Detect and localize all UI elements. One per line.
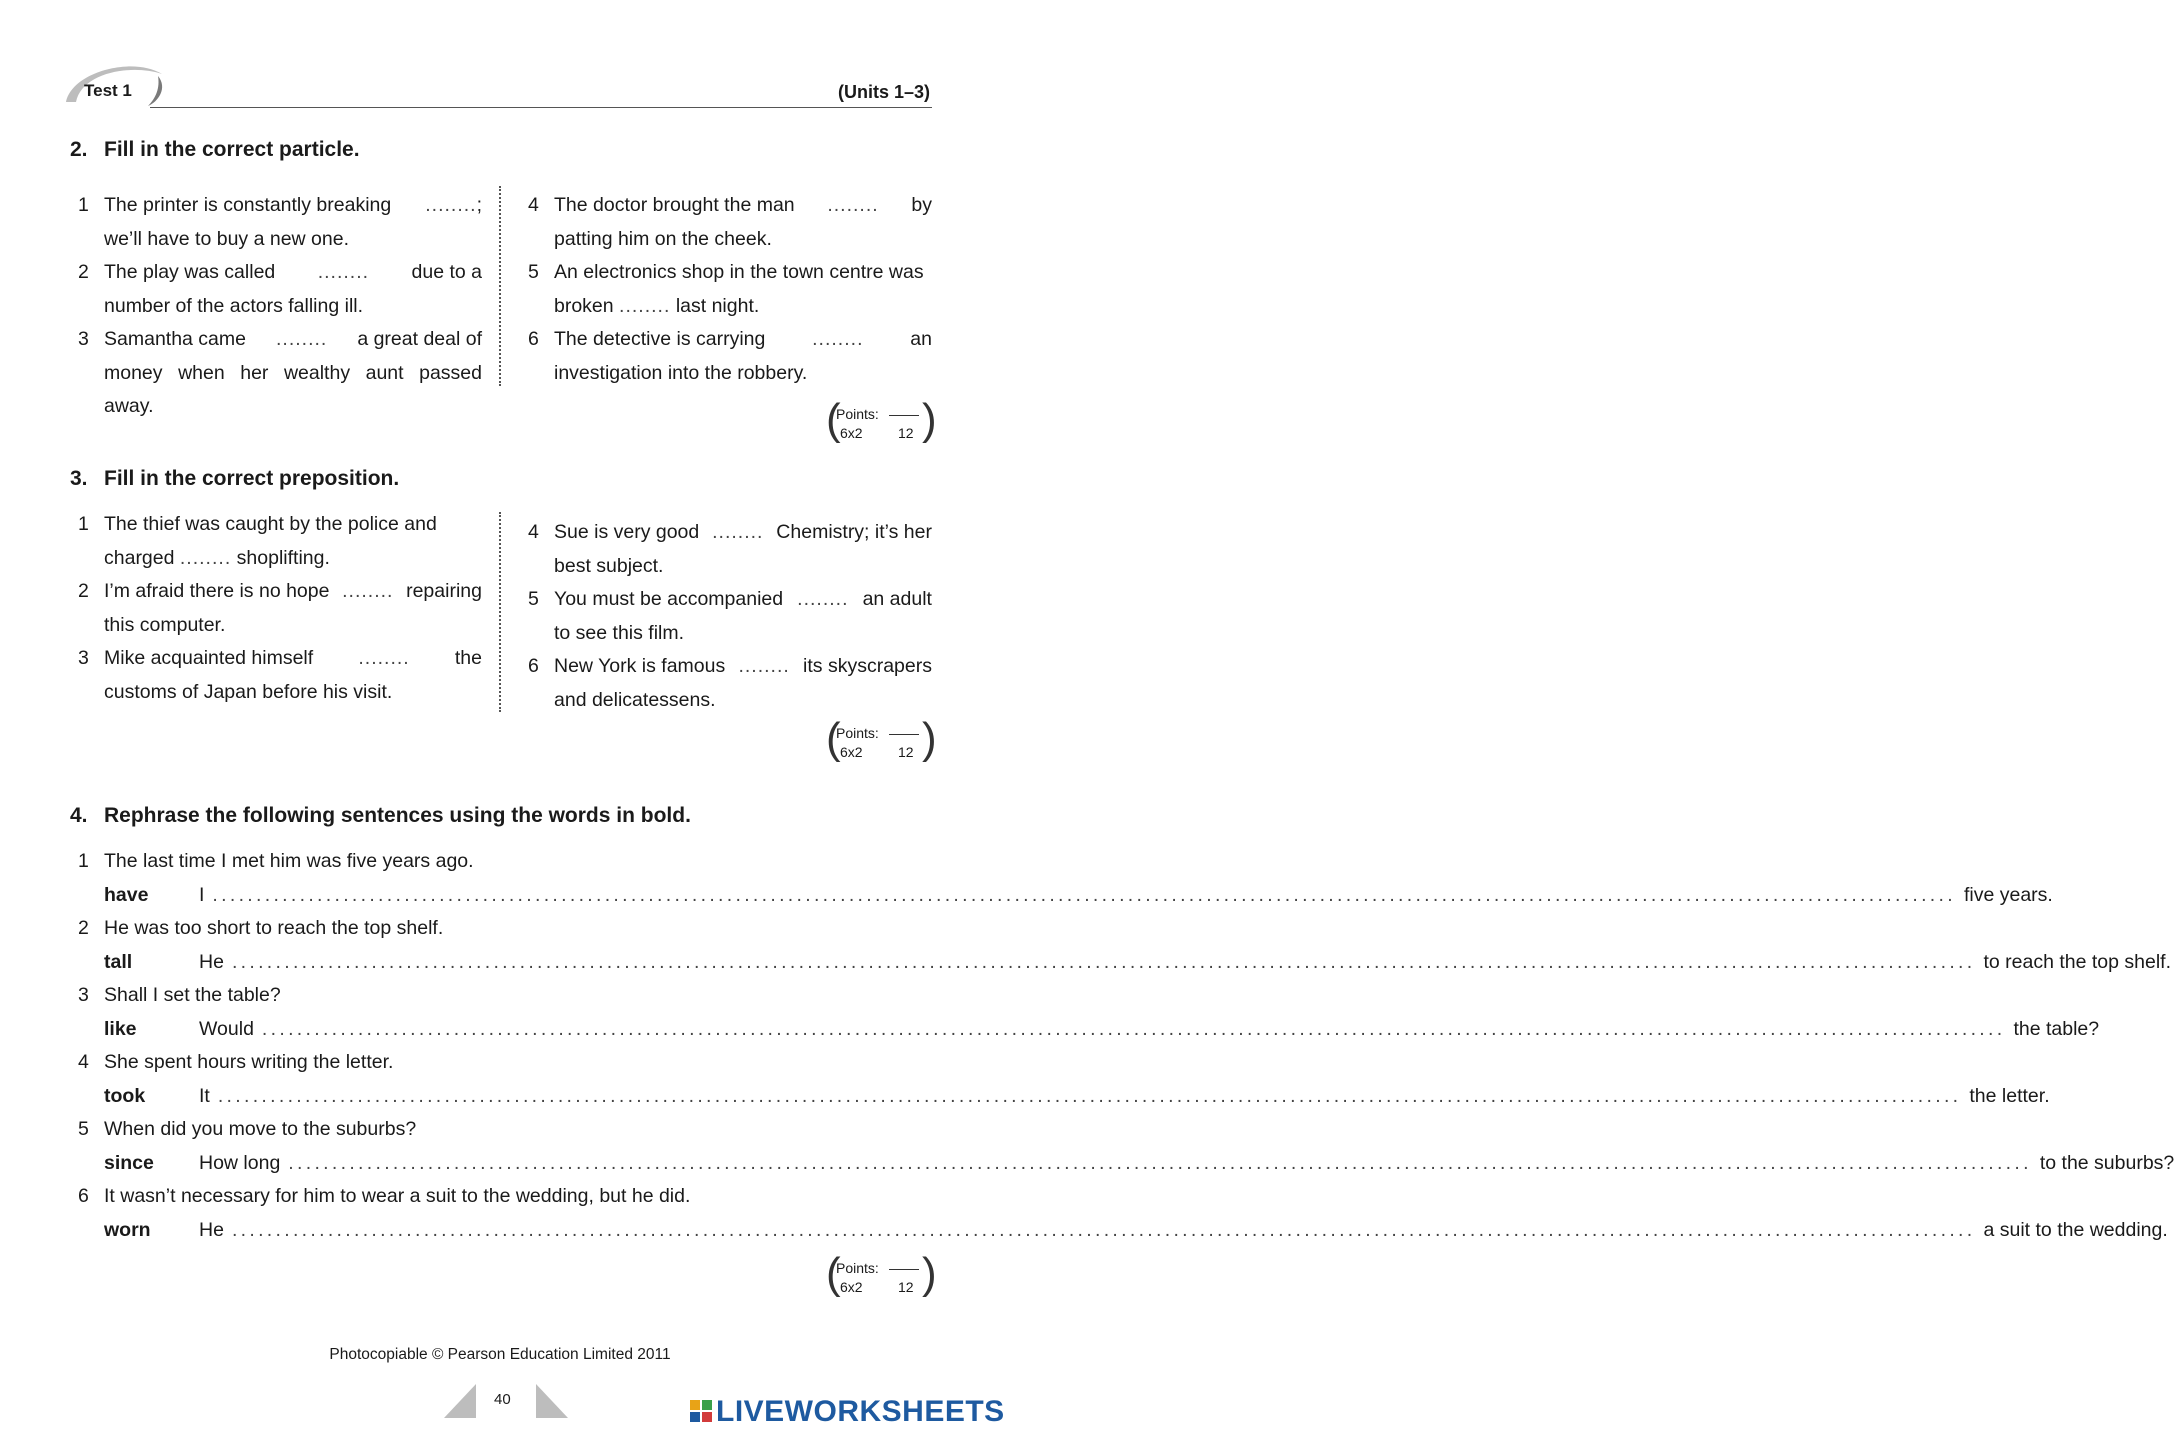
key-word: worn (104, 1218, 151, 1241)
section-3-right-column (520, 516, 932, 717)
item-number: 2 (78, 580, 89, 602)
item-text: investigation into the robbery. (554, 361, 808, 384)
answer-gap[interactable]: ........................................................................................................................................................................................................ (231, 950, 1976, 973)
copyright-footer: Photocopiable © Pearson Education Limited 2011 (329, 1346, 671, 1363)
section-number: 4. (70, 804, 88, 827)
answer-end: the table? (2013, 1017, 2100, 1040)
item-text: by (911, 194, 932, 216)
item-text: an adult (862, 588, 932, 610)
section-2-right-column (520, 189, 932, 390)
section-3-title (70, 467, 399, 491)
answer-end: to the suburbs? (2039, 1151, 2174, 1174)
answer-gap[interactable]: ........ (797, 588, 849, 610)
item-text: and delicatessens. (554, 688, 716, 711)
answer-start: Would (199, 1017, 254, 1040)
points-total: 12 (898, 1279, 914, 1295)
item-text: money when her wealthy aunt passed away. (104, 361, 482, 417)
answer-gap[interactable]: ........ (712, 521, 764, 543)
key-word: like (104, 1017, 137, 1040)
item-text: Sue is very good (554, 521, 700, 543)
exercise-item (520, 323, 932, 390)
item-text: Samantha came (104, 328, 246, 350)
test-label: Test 1 (84, 81, 132, 100)
units-label: (Units 1–3) (837, 82, 930, 102)
item-text: The play was called (104, 261, 276, 283)
paren-right: ) (922, 714, 937, 763)
points-label: Points: (836, 725, 879, 741)
item-number: 6 (528, 328, 539, 350)
exercise-item (520, 650, 932, 717)
item-text: You must be accompanied (554, 588, 784, 610)
item-text: The thief was caught by the police and (104, 513, 437, 535)
fraction-bar (889, 1269, 919, 1270)
section-2-title (70, 138, 360, 162)
section-number: 2. (70, 138, 88, 161)
answer-start: It (199, 1084, 210, 1107)
item-text: The last time I met him was five years ago. (104, 850, 474, 872)
item-text: number of the actors falling ill. (104, 294, 364, 317)
exercise-item (70, 642, 482, 709)
answer-gap[interactable]: ........ (738, 655, 790, 677)
points-box (826, 1249, 937, 1300)
item-number: 3 (78, 647, 89, 669)
item-text: this computer. (104, 613, 226, 636)
section-4-title (70, 804, 691, 828)
liveworksheets-logo-icon (690, 1400, 712, 1422)
item-text: a great deal of (357, 328, 482, 350)
item-text: charged (104, 546, 175, 569)
item-text: customs of Japan before his visit. (104, 680, 393, 703)
item-text: He was too short to reach the top shelf. (104, 917, 444, 939)
item-text: an (910, 328, 932, 350)
answer-gap[interactable]: ........................................................................................................................................................................................................ (217, 1084, 1962, 1107)
item-number: 5 (528, 588, 539, 610)
answer-gap[interactable]: ........ (812, 328, 864, 350)
points-calc: 6x2 (840, 425, 863, 441)
answer-gap[interactable]: ........................................................................................................................................................................................................ (231, 1218, 1976, 1241)
item-number: 1 (78, 194, 89, 216)
item-number: 4 (528, 194, 539, 216)
exercise-item (520, 516, 932, 583)
item-number: 3 (78, 984, 89, 1006)
points-calc: 6x2 (840, 1279, 863, 1295)
item-text: New York is famous (554, 655, 726, 677)
paren-right: ) (922, 1249, 937, 1298)
item-text: best subject. (554, 554, 664, 577)
section-3-left-column (70, 508, 482, 709)
fraction-bar (889, 734, 919, 735)
item-text: shoplifting. (236, 546, 330, 569)
exercise-item (520, 256, 932, 323)
answer-start: I (199, 883, 205, 906)
item-text: ; (476, 194, 482, 216)
answer-gap[interactable]: ........ (317, 261, 370, 283)
item-text: The detective is carrying (554, 328, 766, 350)
answer-end: to reach the top shelf. (1983, 950, 2172, 973)
page-number: 40 (494, 1391, 511, 1408)
item-text: we’ll have to buy a new one. (104, 227, 349, 250)
item-number: 1 (78, 513, 89, 535)
item-text: repairing (406, 580, 482, 602)
points-total: 12 (898, 425, 914, 441)
key-word: have (104, 883, 149, 906)
item-text: The doctor brought the man (554, 194, 795, 216)
points-label: Points: (836, 1260, 879, 1276)
item-text: patting him on the cheek. (554, 227, 772, 250)
answer-gap[interactable]: ........ (179, 546, 232, 569)
section-title-text: Fill in the correct particle. (104, 138, 360, 161)
exercise-item (70, 256, 482, 323)
paren-left: ( (826, 395, 841, 444)
answer-start: How long (199, 1151, 281, 1174)
item-text: the (454, 647, 482, 669)
item-text: When did you move to the suburbs? (104, 1118, 417, 1140)
section-2-left-column (70, 189, 482, 424)
answer-start: He (199, 1218, 224, 1241)
points-total: 12 (898, 744, 914, 760)
paren-right: ) (922, 395, 937, 444)
points-calc: 6x2 (840, 744, 863, 760)
answer-gap[interactable]: ........ (425, 194, 477, 216)
answer-start: He (199, 950, 224, 973)
item-number: 6 (78, 1185, 89, 1207)
fraction-bar (889, 415, 919, 416)
exercise-item (520, 583, 932, 650)
section-number: 3. (70, 467, 88, 490)
answer-end: a suit to the wedding. (1983, 1218, 2168, 1241)
answer-gap[interactable]: ........................................................................................................................................................................................................ (212, 883, 1956, 906)
item-text: due to a (411, 261, 482, 283)
answer-end: five years. (1963, 883, 2053, 906)
paren-left: ( (826, 1249, 841, 1298)
item-text: An electronics shop in the town centre was (554, 261, 924, 283)
answer-gap[interactable]: ........................................................................................................................................................................................................ (288, 1151, 2032, 1174)
answer-gap[interactable]: ........ (342, 580, 394, 602)
section-title-text: Fill in the correct preposition. (104, 467, 400, 490)
answer-gap[interactable]: ........ (358, 647, 410, 669)
item-number: 1 (78, 850, 89, 872)
exercise-item (70, 323, 482, 424)
exercise-item (70, 575, 482, 642)
item-text: Chemistry; it’s her (776, 521, 932, 543)
item-number: 2 (78, 917, 89, 939)
answer-end: the letter. (1969, 1084, 2050, 1107)
item-text: The printer is constantly breaking (104, 194, 392, 216)
points-box (826, 395, 937, 446)
key-word: took (104, 1084, 146, 1107)
item-number: 5 (78, 1118, 89, 1140)
item-text: to see this film. (554, 621, 685, 644)
exercise-item (70, 189, 482, 256)
header-rule (150, 107, 932, 108)
answer-gap[interactable]: ........ (275, 328, 328, 350)
key-word: tall (104, 950, 133, 973)
answer-gap[interactable]: ........ (619, 294, 671, 317)
item-text: I’m afraid there is no hope (104, 580, 330, 602)
item-number: 4 (528, 521, 539, 543)
item-text: Mike acquainted himself (104, 647, 314, 669)
item-text: Shall I set the table? (104, 984, 281, 1006)
item-number: 3 (78, 328, 89, 350)
column-divider (499, 512, 501, 712)
liveworksheets-brand: LIVEWORKSHEETS (716, 1395, 1005, 1428)
item-number: 2 (78, 261, 89, 283)
answer-gap[interactable]: ........................................................................................................................................................................................................ (261, 1017, 2006, 1040)
exercise-item (70, 508, 482, 575)
exercise-item (520, 189, 932, 256)
item-text: last night. (675, 294, 760, 317)
key-word: since (104, 1151, 154, 1174)
item-number: 4 (78, 1051, 89, 1073)
column-divider (499, 186, 501, 386)
item-text: It wasn’t necessary for him to wear a suit to the wedding, but he did. (104, 1185, 691, 1207)
answer-gap[interactable]: ........ (827, 194, 879, 216)
item-text: its skyscrapers (803, 655, 932, 677)
section-title-text: Rephrase the following sentences using the words in bold. (104, 804, 691, 827)
paren-left: ( (826, 714, 841, 763)
points-label: Points: (836, 406, 879, 422)
item-text: She spent hours writing the letter. (104, 1051, 394, 1073)
item-text: broken (554, 294, 614, 317)
item-number: 5 (528, 261, 539, 283)
points-box (826, 714, 937, 765)
item-number: 6 (528, 655, 539, 677)
